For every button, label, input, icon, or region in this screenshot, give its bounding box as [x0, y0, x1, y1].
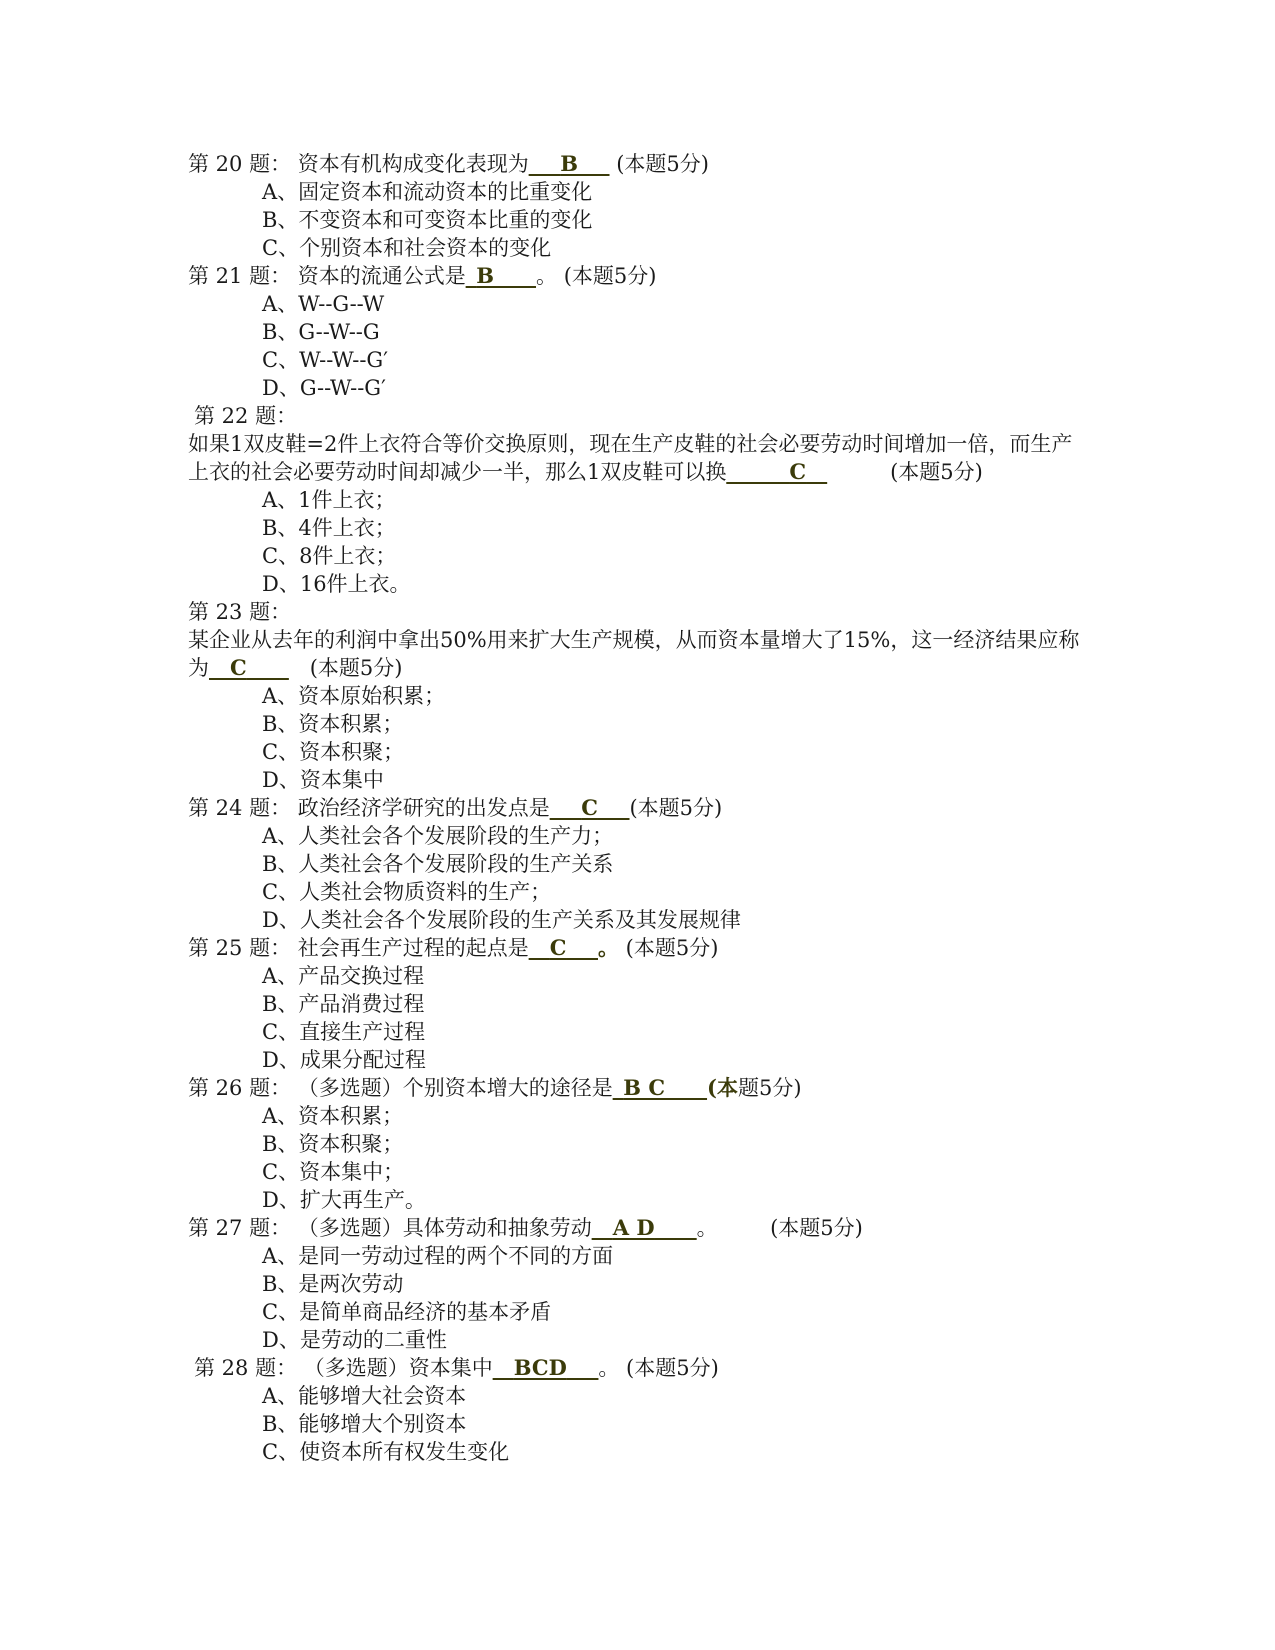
- question-number: 第 27 题：: [188, 1216, 292, 1240]
- option: C、W--W--G′: [262, 348, 388, 372]
- question-stem: [188, 1354, 1088, 1382]
- question-text: 如果1双皮鞋=2件上衣符合等价交换原则，现在生产皮鞋的社会必要劳动时间增加一倍，而生产上衣的社会必要劳动时间却减少一半，那么1双皮鞋可以换: [188, 432, 1073, 484]
- answer-blank: ___C___: [549, 795, 630, 820]
- question-stem: [188, 934, 1088, 962]
- answer-blank: __BCD___: [492, 1355, 599, 1380]
- answer-blank: __C___: [528, 935, 598, 960]
- answer: BCD: [513, 1355, 567, 1380]
- answer: C: [581, 795, 598, 820]
- option: C、个别资本和社会资本的变化: [262, 236, 552, 260]
- option: D、是劳动的二重性: [262, 1328, 447, 1352]
- question-23: [188, 598, 1088, 794]
- option: D、人类社会各个发展阶段的生产关系及其发展规律: [262, 908, 741, 932]
- question-text: 资本的流通公式是: [297, 264, 466, 288]
- answer-blank: __A D____: [591, 1215, 697, 1240]
- option: C、资本积聚；: [262, 740, 405, 764]
- option: D、16件上衣。: [262, 572, 411, 596]
- answer: B: [560, 151, 579, 176]
- question-stem: [188, 1214, 1088, 1242]
- answer: C: [549, 935, 567, 960]
- option: A、人类社会各个发展阶段的生产力；: [262, 824, 614, 848]
- option: A、固定资本和流动资本的比重变化: [262, 180, 593, 204]
- points-note: (本题5分): [618, 936, 719, 960]
- question-stem: [188, 262, 1088, 290]
- question-number: 第 22 题：: [194, 404, 298, 428]
- points-note: (本题5分): [827, 460, 983, 484]
- option: A、是同一劳动过程的两个不同的方面: [262, 1244, 614, 1268]
- option: B、能够增大个别资本: [262, 1412, 467, 1436]
- points-note: (本题5分): [609, 152, 709, 176]
- question-number: 第 28 题：: [194, 1356, 298, 1380]
- question-number: 第 20 题：: [188, 152, 292, 176]
- question-28: [188, 1354, 1088, 1466]
- question-text: （多选题）个别资本增大的途径是: [297, 1076, 613, 1100]
- points-note: 。 (本题5分): [696, 1216, 863, 1240]
- option: B、人类社会各个发展阶段的生产关系: [262, 852, 614, 876]
- option: D、扩大再生产。: [262, 1188, 426, 1212]
- points-note: 。 (本题5分): [598, 1356, 719, 1380]
- question-25: [188, 934, 1088, 1074]
- question-20: [188, 150, 1088, 262]
- question-stem: [188, 1074, 1088, 1102]
- question-text: （多选题）资本集中: [303, 1356, 493, 1380]
- answer-blank: ______C__: [726, 459, 828, 484]
- option: C、人类社会物质资料的生产；: [262, 880, 552, 904]
- question-text: 某企业从去年的利润中拿出50%用来扩大生产规模，从而资本量增大了15%，这一经济结果应称为: [188, 628, 1080, 680]
- option: A、1件上衣；: [262, 488, 396, 512]
- question-number: 第 23 题：: [188, 600, 292, 624]
- question-stem: [188, 150, 1088, 178]
- option: B、4件上衣；: [262, 516, 396, 540]
- option: D、成果分配过程: [262, 1048, 426, 1072]
- question-number: 第 24 题：: [188, 796, 292, 820]
- points-note-bold: (本: [707, 1075, 738, 1100]
- option: A、W--G--W: [262, 292, 385, 316]
- question-stem: [188, 430, 1088, 486]
- question-27: [188, 1214, 1088, 1354]
- option: C、8件上衣；: [262, 544, 397, 568]
- option: A、资本积累；: [262, 1104, 404, 1128]
- option: C、资本集中；: [262, 1160, 405, 1184]
- answer: B C: [623, 1075, 666, 1100]
- question-number: 第 21 题：: [188, 264, 292, 288]
- option: D、资本集中: [262, 768, 384, 792]
- question-stem: [188, 794, 1088, 822]
- answer: B: [476, 263, 495, 288]
- option: C、使资本所有权发生变化: [262, 1440, 510, 1464]
- question-number: 第 25 题：: [188, 936, 292, 960]
- option: B、资本积累；: [262, 712, 404, 736]
- question-text: 政治经济学研究的出发点是: [297, 796, 550, 820]
- option: A、能够增大社会资本: [262, 1384, 467, 1408]
- option: B、资本积聚；: [262, 1132, 404, 1156]
- question-stem: [188, 626, 1088, 682]
- question-21: [188, 262, 1088, 402]
- option: D、G--W--G′: [262, 376, 386, 400]
- answer-blank: ___B___: [528, 151, 610, 176]
- question-text: 社会再生产过程的起点是: [297, 936, 529, 960]
- question-22: [188, 402, 1088, 598]
- option: B、产品消费过程: [262, 992, 425, 1016]
- answer: C: [789, 459, 807, 484]
- question-text: （多选题）具体劳动和抽象劳动: [297, 1216, 592, 1240]
- option: A、产品交换过程: [262, 964, 425, 988]
- option: C、是简单商品经济的基本矛盾: [262, 1300, 552, 1324]
- question-text: 资本有机构成变化表现为: [297, 152, 529, 176]
- option: A、资本原始积累；: [262, 684, 446, 708]
- option: B、不变资本和可变资本比重的变化: [262, 208, 593, 232]
- answer: A D: [612, 1215, 655, 1240]
- points-note: (本题5分): [629, 796, 723, 820]
- option: B、是两次劳动: [262, 1272, 404, 1296]
- points-note: 。 (本题5分): [536, 264, 657, 288]
- points-note: (本题5分): [288, 656, 403, 680]
- question-24: [188, 794, 1088, 934]
- answer-blank: _B____: [465, 263, 537, 288]
- period-mark: 。: [597, 935, 619, 960]
- points-note: 题5分): [737, 1076, 802, 1100]
- document-page: [188, 150, 1088, 1466]
- question-number: 第 26 题：: [188, 1076, 292, 1100]
- question-26: [188, 1074, 1088, 1214]
- answer-blank: _B C____: [612, 1075, 708, 1100]
- option: C、直接生产过程: [262, 1020, 426, 1044]
- option: B、G--W--G: [262, 320, 380, 344]
- answer: C: [230, 655, 247, 680]
- answer-blank: __C____: [209, 655, 289, 680]
